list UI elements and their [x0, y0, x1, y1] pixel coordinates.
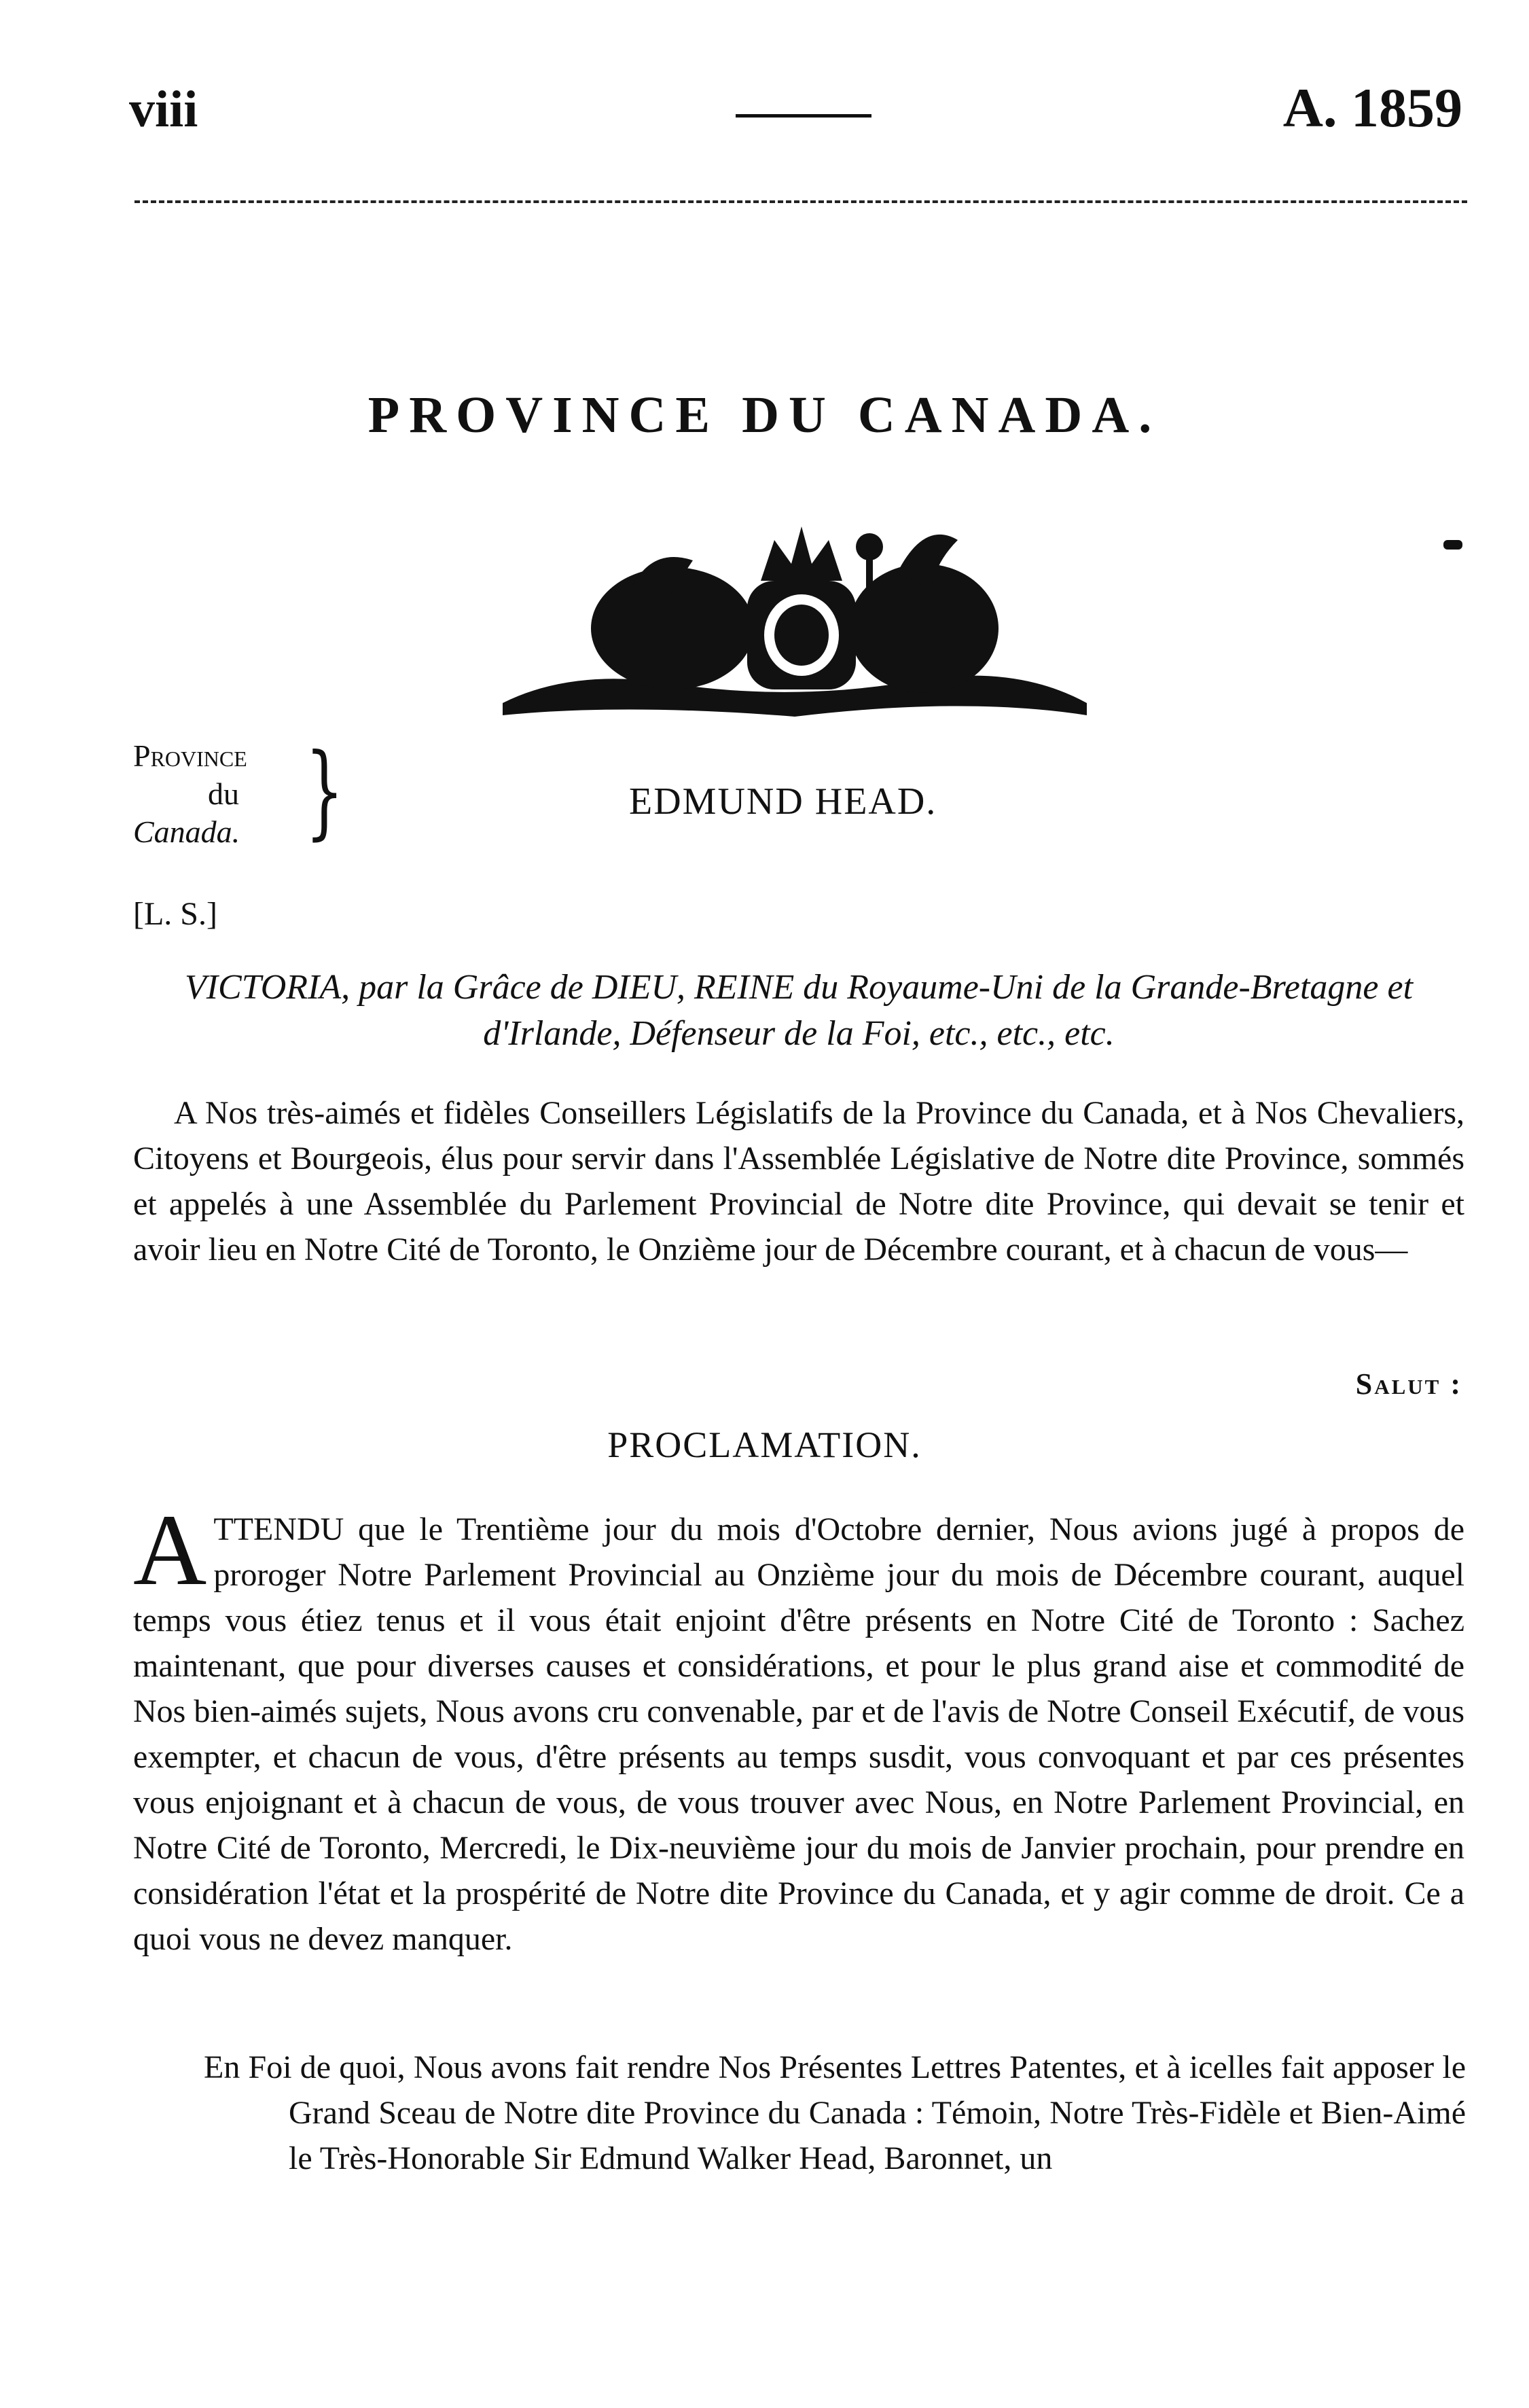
- royal-style: VICTORIA, par la Grâce de DIEU, REINE du Royaume-Uni de la Grande-Bretagne et d'Irlande, Défenseur de la Foi, etc., etc., etc.: [184, 968, 1414, 1053]
- governor-signature: EDMUND HEAD.: [629, 780, 937, 823]
- brace-icon: }: [305, 732, 344, 850]
- ink-blot: [1443, 540, 1462, 550]
- header-dash: [736, 114, 871, 118]
- sidenote-line3: Canada.: [133, 814, 240, 849]
- sidenote-line1: Province: [133, 738, 247, 773]
- royal-arms-icon: [489, 499, 1100, 723]
- page-number: viii: [129, 81, 198, 138]
- proclamation-heading: PROCLAMATION.: [607, 1424, 922, 1465]
- year-label: A. 1859: [1282, 77, 1462, 139]
- page-title: PROVINCE DU CANADA.: [367, 387, 1162, 444]
- sidenote-line2: du: [208, 776, 239, 811]
- header-rule: [134, 200, 1467, 203]
- drop-cap: A: [133, 1494, 207, 1606]
- province-sidenote: [133, 737, 247, 851]
- proclamation-paragraph: [133, 1494, 1464, 1962]
- salutation: Salut :: [1355, 1367, 1462, 1401]
- proclamation-text: TTENDU que le Trentième jour du mois d'Octobre dernier, Nous avions jugé à propos de proroger Notre Parlement Provincial au Onzième jour du mois de Décembre courant, auquel temps vous étiez tenus et il vous était enjoint d'être présents en Notre Cité de Toronto : Sachez maintenant, que pour diverses causes et considérations, et pour le plus grand aise et commodité de Nos bien-aimés sujets, Nous avons cru convenable, par et de l'avis de Notre Conseil Exécutif, de vous exempter, et chacun de vous, d'être présents au temps susdit, vous convoquant et par ces présentes vous enjoignant et à chacun de vous, de vous trouver avec Nous, en Notre Parlement Provincial, en Notre Cité de Toronto, Mercredi, le Dix-neuvième jour du mois de Janvier prochain, pour prendre en considération l'état et la prospérité de Notre dite Province du Canada, et y agir comme de droit. Ce a quoi vous ne devez manquer.: [133, 1511, 1464, 1957]
- address-paragraph: A Nos très-aimés et fidèles Conseillers Législatifs de la Province du Canada, et à Nos Chevaliers, Citoyens et Bourgeois, élus pour servir dans l'Assemblée Législative de Notre dite Province, sommés et appelés à une Assemblée du Parlement Provincial de Notre dite Province, qui devait se tenir et avoir lieu en Notre Cité de Toronto, le Onzième jour de Décembre courant, et à chacun de vous—: [133, 1095, 1464, 1268]
- seal-mark: [L. S.]: [133, 896, 217, 932]
- testimony-paragraph: En Foi de quoi, Nous avons fait rendre Nos Présentes Lettres Patentes, et à icelles fait apposer le Grand Sceau de Notre dite Province du Canada : Témoin, Notre Très-Fidèle et Bien-Aimé le Très-Honorable Sir Edmund Walker Head, Baronnet, un: [204, 2049, 1466, 2176]
